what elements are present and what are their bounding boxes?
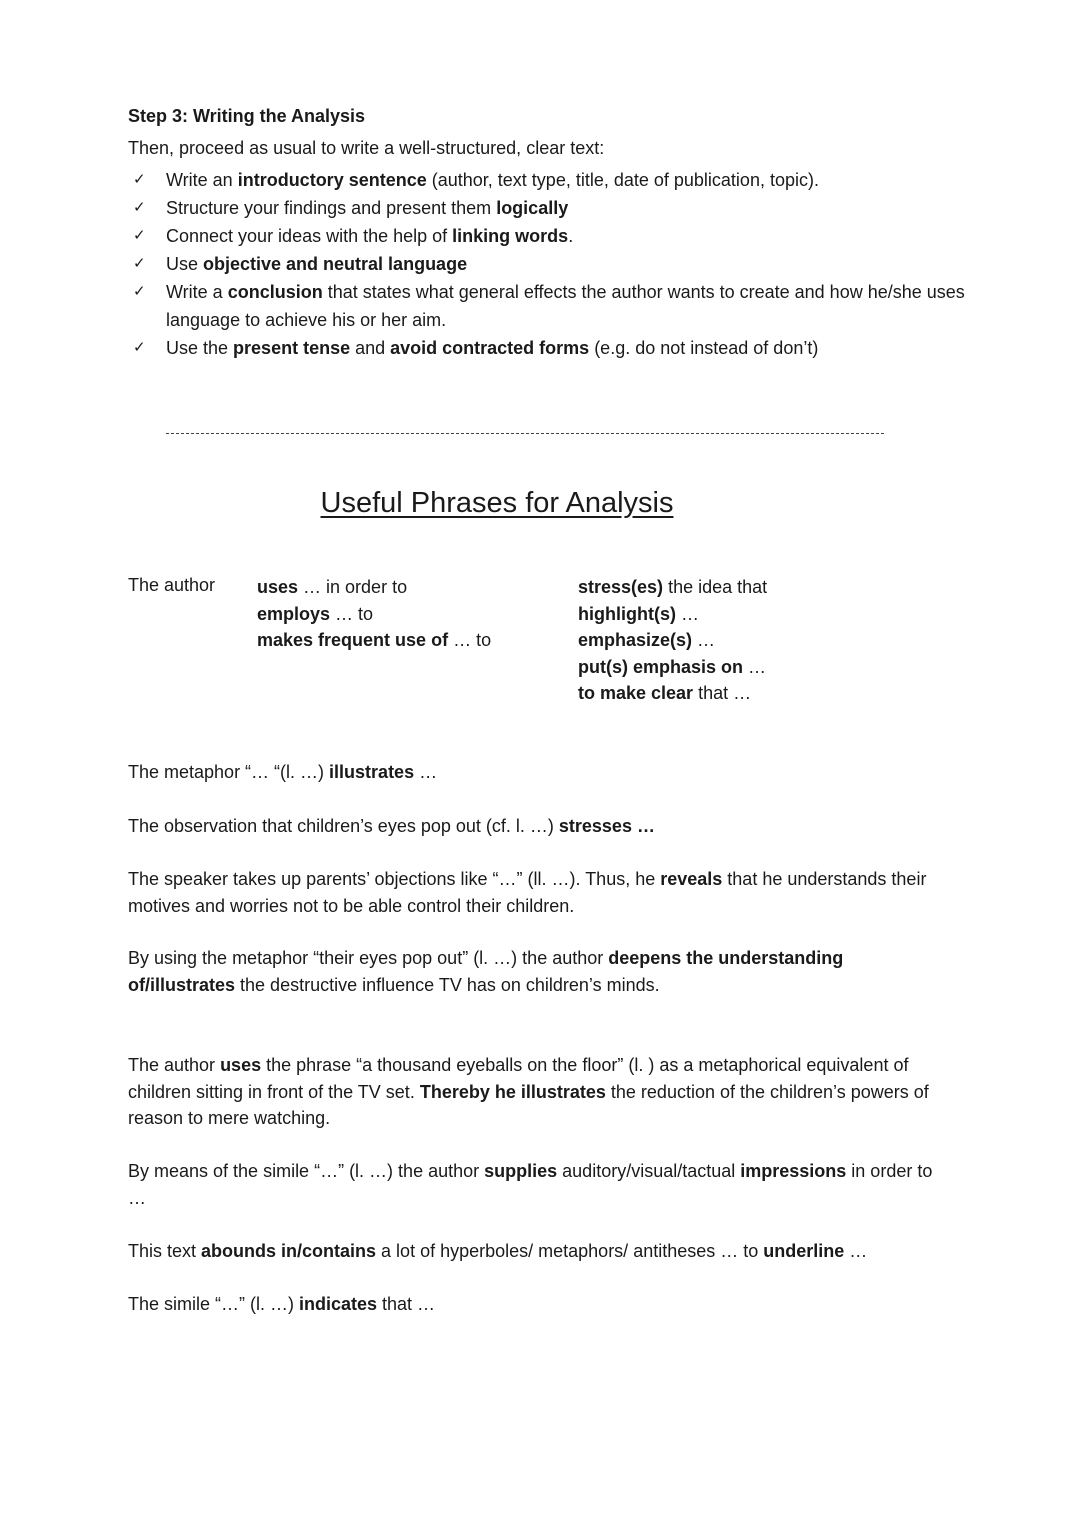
emphasis-text: conclusion [227, 282, 323, 302]
emphasis-text: to make clear [578, 683, 694, 703]
emphasis-text: indicates [299, 1294, 378, 1314]
example-sentence: The metaphor “… “(l. …) illustrates … [128, 762, 438, 782]
example-sentence: The author uses the phrase “a thousand eyeballs on the floor” (l. ) as a metaphorical equivalent of children sitting in front of the TV set. Thereby he illustrates the reduction of the children’s powers of reason to mere watching. [128, 1055, 929, 1128]
verb-phrase: employs … to [257, 603, 374, 624]
emphasis-text: illustrates [329, 762, 415, 782]
emphasis-text: Thereby he illustrates [419, 1081, 606, 1102]
checklist-item [128, 222, 988, 250]
emphasis-text: introductory sentence [237, 170, 427, 190]
check-icon: ✓ [133, 199, 146, 216]
emphasis-text: logically [496, 198, 569, 218]
check-icon: ✓ [133, 255, 146, 272]
example-sentence: The simile “…” (l. …) indicates that … [128, 1294, 436, 1314]
effect-phrase: highlight(s) … [578, 603, 699, 624]
checklist-item [128, 278, 988, 334]
checklist-item [128, 250, 988, 278]
emphasis-text: present tense [233, 338, 351, 358]
phrases-title: Useful Phrases for Analysis [320, 487, 674, 519]
checklist-item-text: Write a conclusion that states what general effects the author wants to create and how he/she uses language to achieve his or her aim. [166, 282, 965, 330]
checklist-item-text: Structure your findings and present them logically [166, 198, 569, 218]
emphasis-text: put(s) emphasis on [578, 656, 744, 677]
effect-phrase: stress(es) the idea that [578, 577, 768, 597]
emphasis-text: deepens the understanding of/illustrates [128, 948, 844, 995]
emphasis-text: impressions [740, 1161, 847, 1181]
emphasis-text: uses [220, 1055, 262, 1075]
check-icon: ✓ [133, 283, 146, 300]
example-sentence: The observation that children’s eyes pop out (cf. l. …) stresses … [128, 816, 655, 836]
emphasis-text: objective and neutral language [203, 254, 468, 274]
subject-label: The author [128, 575, 216, 595]
check-icon: ✓ [133, 171, 146, 188]
emphasis-text: linking words [452, 226, 569, 246]
emphasis-text: supplies [484, 1161, 558, 1181]
checklist-item-text: Use objective and neutral language [166, 254, 468, 274]
check-icon: ✓ [133, 339, 146, 356]
emphasis-text: highlight(s) [578, 603, 676, 624]
effect-phrase: put(s) emphasis on … [578, 656, 767, 677]
emphasis-text: reveals [660, 869, 723, 889]
emphasis-text: avoid contracted forms [390, 338, 590, 358]
verb-phrase: makes frequent use of … to [257, 630, 492, 650]
verb-phrase: uses … in order to [257, 577, 408, 597]
effect-phrase: emphasize(s) … [578, 630, 716, 650]
emphasis-text: employs [257, 603, 331, 624]
emphasis-text: uses [257, 577, 299, 597]
checklist-item-text: Use the present tense and avoid contracted forms (e.g. do not instead of don’t) [166, 338, 819, 358]
verb-phrases [257, 574, 491, 654]
checklist-item [128, 166, 988, 194]
emphasis-text: stress(es) [578, 577, 664, 597]
emphasis-text: stresses … [558, 816, 655, 836]
emphasis-text: abounds in/contains [201, 1241, 377, 1261]
emphasis-text: makes frequent use of [257, 630, 449, 650]
effect-phrases [578, 574, 767, 707]
example-sentence: This text abounds in/contains a lot of hyperboles/ metaphors/ antitheses … to underline … [128, 1241, 868, 1261]
dashed-divider [166, 433, 884, 434]
section-heading: Step 3: Writing the Analysis [128, 106, 366, 126]
checklist-item-text: Write an introductory sentence (author, text type, title, date of publication, topic). [166, 170, 819, 190]
emphasis-text: emphasize(s) [578, 630, 693, 650]
checklist [128, 166, 988, 362]
example-sentence: By means of the simile “…” (l. …) the author supplies auditory/visual/tactual impressions in order to … [128, 1161, 933, 1208]
emphasis-text: underline [763, 1241, 845, 1261]
checklist-item [128, 194, 988, 222]
checklist-item-text: Connect your ideas with the help of linking words. [166, 226, 574, 246]
checklist-item [128, 334, 988, 362]
example-sentence: By using the metaphor “their eyes pop out” (l. …) the author deepens the understanding of/illustrates the destructive influence TV has on children’s minds. [128, 948, 844, 995]
check-icon: ✓ [133, 227, 146, 244]
intro-text: Then, proceed as usual to write a well-structured, clear text: [128, 138, 605, 158]
effect-phrase: to make clear that … [578, 683, 752, 703]
example-sentence: The speaker takes up parents’ objections like “…” (ll. …). Thus, he reveals that he understands their motives and worries not to be able control their children. [128, 869, 927, 916]
